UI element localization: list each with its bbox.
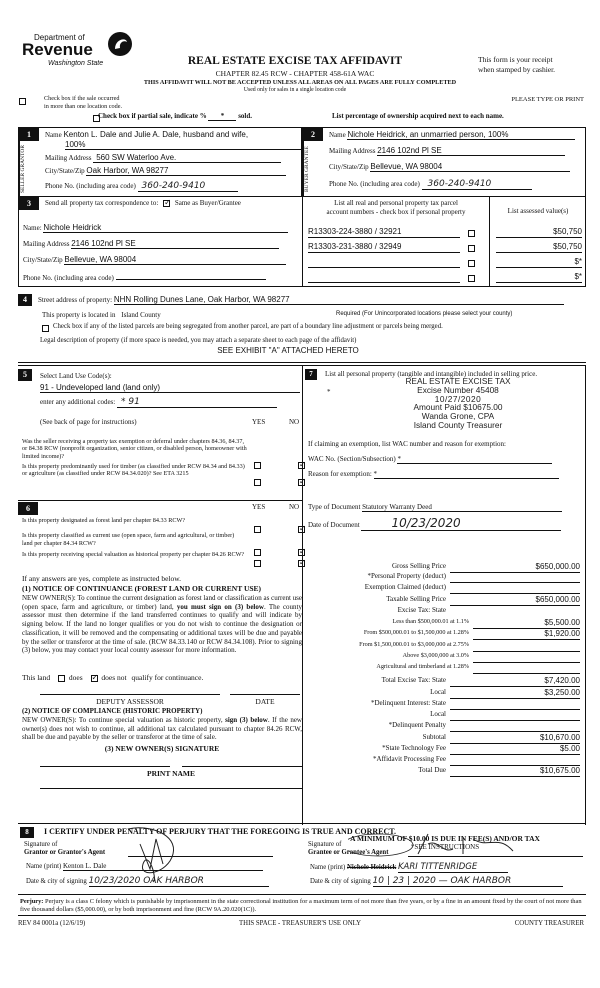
question-yes-checkbox[interactable] xyxy=(254,560,261,567)
parcel-row xyxy=(303,257,587,271)
corr-name-field[interactable]: Nichole Heidrick xyxy=(43,223,288,233)
print-name-line[interactable] xyxy=(40,788,302,789)
tax-row-label: *Delinquent Penalty xyxy=(388,721,446,729)
tax-row-label: Above $3,000,000 at 3.0% xyxy=(402,652,469,659)
this-land-label: This land xyxy=(22,673,51,682)
notice-1-title: (1) NOTICE OF CONTINUANCE (FOREST LAND OR CURRENT USE) xyxy=(22,584,262,593)
deputy-assessor-label: DEPUTY ASSESSOR xyxy=(96,697,164,706)
doc-date-field[interactable]: 10/23/2020 xyxy=(361,516,561,531)
buyer-mailing-field[interactable]: 2146 102nd Pl SE xyxy=(377,146,565,156)
parcel-row xyxy=(303,272,587,286)
tax-row-label: Gross Selling Price xyxy=(391,562,446,570)
does-qualify-checkbox[interactable] xyxy=(58,675,65,682)
tax-row-value[interactable]: $650,000.00 xyxy=(450,595,580,606)
land-use-question xyxy=(22,463,302,486)
buyer-phone-label: Phone No. (including area code) xyxy=(329,180,420,188)
section-5-number: 5 xyxy=(18,369,32,381)
notice-2-text-b: . If the new owner(s) does not wish to continue, all additional tax calculated pursuant to chapter 84.26 RCW, shall be due and payable by the seller or transferor at the time of sale. xyxy=(22,716,302,742)
tax-row-label: Total Due xyxy=(418,766,446,774)
stamp-treasurer-name: Wanda Grone, CPA xyxy=(421,411,495,422)
parcels-header-line-1: List all real and personal property tax parcel xyxy=(334,199,458,207)
forest-land-question xyxy=(22,551,302,567)
stamp-line-1: REAL ESTATE EXCISE TAX xyxy=(405,376,511,386)
assessed-value-header: List assessed value(s) xyxy=(507,207,569,215)
tax-row xyxy=(303,663,587,674)
same-as-buyer-checkbox[interactable] xyxy=(163,200,170,207)
section-7-number: 7 xyxy=(305,369,317,380)
buyer-name-field[interactable]: Nichole Heidrick, an unmarried person, 100% xyxy=(347,130,575,140)
corr-name-label: Name: xyxy=(23,224,42,232)
parcel-row xyxy=(303,242,587,256)
legal-description-field[interactable]: SEE EXHIBIT "A" ATTACHED HERETO xyxy=(217,346,359,355)
section-4-number: 4 xyxy=(18,294,32,306)
segregated-checkbox[interactable] xyxy=(42,325,49,332)
tax-row-value[interactable] xyxy=(450,572,580,583)
grantor-name-field[interactable]: Kenton L. Dale xyxy=(63,862,263,871)
tax-row xyxy=(303,629,587,640)
tax-row-label: Exemption Claimed (deduct) xyxy=(364,583,446,591)
reason-label: Reason for exemption: xyxy=(308,470,372,478)
street-address-label: Street address of property: xyxy=(38,296,113,304)
new-owner-signature-title: (3) NEW OWNER(S) SIGNATURE xyxy=(104,744,220,753)
tax-row-label: Less than $500,000.01 at 1.1% xyxy=(392,618,469,625)
corr-phone-field[interactable] xyxy=(116,271,266,280)
s6-no-header: NO xyxy=(289,503,300,511)
county-required-note: Required (For Unincorporated locations please select your county) xyxy=(336,311,513,317)
does-not-label: does not xyxy=(101,673,127,682)
assessed-value-field[interactable]: $* xyxy=(496,257,582,268)
seller-name-label: Name xyxy=(45,131,62,139)
buyer-grantee-label: BUYER GRANTEE xyxy=(303,141,323,197)
county-treasurer-label: COUNTY TREASURER xyxy=(514,920,584,927)
tax-row-label: From $1,500,000.01 to $3,000,000 at 2.75% xyxy=(359,641,469,648)
grantee-sig-label-2: Grantee or Grantee's Agent xyxy=(308,849,389,856)
personal-property-checkbox[interactable] xyxy=(468,260,475,267)
tax-row-label: Excise Tax: State xyxy=(397,606,446,614)
tax-row-label: *Delinquent Interest: State xyxy=(370,699,446,707)
tax-row xyxy=(303,652,587,663)
seller-mailing-field[interactable]: 560 SW Waterloo Ave. xyxy=(93,153,281,163)
tax-row-value[interactable] xyxy=(450,710,580,721)
acceptance-warning: THIS AFFIDAVIT WILL NOT BE ACCEPTED UNLESS ALL AREAS ON ALL PAGES ARE FULLY COMPLETED xyxy=(143,79,457,86)
logo-revenue: Revenue xyxy=(22,40,93,59)
parcel-account-field[interactable]: R13303-224-3880 / 32921 xyxy=(308,227,460,238)
partial-sale-suffix: sold. xyxy=(238,112,253,120)
grantor-signature-scribble xyxy=(118,824,198,884)
grantor-date-label: Date & city of signing xyxy=(26,878,87,885)
question-text: Is this property designated as forest land per chapter 84.33 RCW? xyxy=(22,517,186,524)
land-use-label: Select Land Use Code(s): xyxy=(40,372,112,380)
partial-sale-label: Check box if partial sale, indicate % xyxy=(98,112,207,120)
seller-phone-label: Phone No. (including area code) xyxy=(45,182,136,190)
corr-mailing-field[interactable]: 2146 102nd Pl SE xyxy=(71,239,279,249)
send-correspondence-label: Send all property tax correspondence to: xyxy=(45,199,159,207)
corr-mailing-label: Mailing Address xyxy=(23,240,70,248)
parcels-header-line-2: account numbers - check box if personal property xyxy=(326,208,466,216)
notice-2-bold: sign (3) below xyxy=(225,716,268,724)
perjury-label: Perjury: xyxy=(20,898,44,905)
tax-row-value[interactable]: $10,675.00 xyxy=(450,766,580,777)
personal-property-checkbox[interactable] xyxy=(468,275,475,282)
wac-field[interactable]: * xyxy=(397,455,552,464)
grantee-date-field[interactable]: 10 | 23 | 2020 — OAK HARBOR xyxy=(373,876,563,887)
tax-row-value[interactable]: $1,920.00 xyxy=(473,629,580,640)
additional-codes-field[interactable]: * 91 xyxy=(117,397,277,408)
deputy-assessor-signature-line[interactable] xyxy=(40,694,220,695)
question-text: Is this property predominantly used for timber (as classified under RCW 84.34 and 84.33) or agriculture (as classified under RCW 84.34.020)? See ETA 3215 xyxy=(22,463,245,478)
grantee-name-label: Name (print) xyxy=(310,864,346,871)
additional-codes-label: enter any additional codes: xyxy=(40,398,116,406)
tax-row-value[interactable]: $5.00 xyxy=(450,744,580,755)
tax-row-label: Agricultural and timberland at 1.28% xyxy=(376,663,469,670)
assessed-value-field[interactable]: $50,750 xyxy=(496,242,582,253)
new-owner-signature-line[interactable] xyxy=(40,766,170,767)
print-name-label: PRINT NAME xyxy=(147,769,195,778)
grantee-signature-scribble xyxy=(348,829,528,859)
tax-row xyxy=(303,744,587,755)
question-text: Is this property receiving special valuation as historical property per chapter 84.26 RCW? xyxy=(22,551,245,558)
tax-row-value[interactable]: $5,500.00 xyxy=(473,618,580,629)
tax-row-value[interactable]: $10,670.00 xyxy=(450,733,580,744)
treasurer-use-only: THIS SPACE - TREASURER'S USE ONLY xyxy=(239,920,361,927)
tax-row xyxy=(303,583,587,594)
tax-row-value[interactable] xyxy=(450,755,580,766)
question-yes-checkbox[interactable] xyxy=(254,479,261,486)
grantee-sig-label-1: Signature of xyxy=(308,841,342,848)
section-1-number: 1 xyxy=(19,128,39,141)
tax-row xyxy=(303,721,587,732)
personal-property-checkbox[interactable] xyxy=(468,245,475,252)
wac-label: WAC No. (Section/Subsection) xyxy=(308,455,396,463)
tax-row-value[interactable] xyxy=(473,641,580,652)
personal-property-field[interactable]: * xyxy=(327,388,331,396)
notice-1-text-a: NEW OWNER(S): To continue the current designation as forest land or classification as current use (open space, farm and agriculture, or timber) land, xyxy=(22,594,302,611)
notice-2-text-a: NEW OWNER(S): To continue special valuation as historic property, xyxy=(22,716,226,724)
multi-location-checkbox[interactable] xyxy=(19,98,26,105)
section-1-seller xyxy=(18,127,302,197)
tax-row xyxy=(303,618,587,629)
seller-grantor-label: SELLER GRANTOR xyxy=(19,141,39,197)
form-chapter: CHAPTER 82.45 RCW - CHAPTER 458-61A WAC xyxy=(215,69,375,78)
section-2-number: 2 xyxy=(303,128,323,141)
receipt-note xyxy=(478,55,555,75)
seller-name-field[interactable]: Kenton L. Dale and Julie A. Dale, husband and wife, xyxy=(63,130,249,139)
please-type: PLEASE TYPE OR PRINT xyxy=(511,96,584,103)
grantee-name-field[interactable]: KARI TITTENRIDGE xyxy=(398,862,508,873)
partial-sale-input[interactable]: * xyxy=(208,112,236,121)
tax-row-value[interactable] xyxy=(450,583,580,594)
corr-city-field[interactable]: Bellevue, WA 98004 xyxy=(64,255,286,265)
exemption-label: If claiming an exemption, list WAC number and reason for exemption: xyxy=(308,440,506,448)
stamp-county: Island County Treasurer xyxy=(413,419,503,430)
tax-row-label: Taxable Selling Price xyxy=(386,595,446,603)
seller-city-field[interactable]: Oak Harbor, WA 98277 xyxy=(86,166,286,176)
partial-sale-row xyxy=(98,112,252,121)
section-2-buyer xyxy=(302,127,586,197)
minimum-due-note: A MINIMUM OF $10.00 IS DUE IN FEE(S) AND/OR TAX xyxy=(350,834,540,843)
notice-2-title: (2) NOTICE OF COMPLIANCE (HISTORIC PROPERTY) xyxy=(22,707,203,715)
single-location-note: Used only for sales in a single location code xyxy=(243,87,347,93)
grantor-name-label: Name (print) xyxy=(26,863,62,870)
same-as-buyer-label: Same as Buyer/Grantee xyxy=(174,199,241,207)
tax-row-value[interactable] xyxy=(473,663,580,674)
assessed-value-field[interactable]: $50,750 xyxy=(496,227,582,238)
receipt-line-2: when stamped by cashier. xyxy=(478,65,556,74)
dor-swirl-icon xyxy=(106,30,134,58)
notice-1-text-b: . The county assessor must then determine if the land transferred continues to qualify and will indicate by signing below. If the land no longer qualifies or you do not wish to continue the designation or classification, it will be removed and the compensating or additional taxes will be due and payable by the seller or transferor at the time of sale. (RCW 84.33.140 or RCW 84.34.108). Prior to signing (3) below, you may contact your local county assessor for more information. xyxy=(22,602,302,655)
section-8-number: 8 xyxy=(20,827,34,838)
dor-logo xyxy=(18,30,133,70)
grantor-date-field[interactable]: 10/23/2020 OAK HARBOR xyxy=(89,876,269,887)
seller-mailing-label: Mailing Address xyxy=(45,154,92,162)
notice-2-text xyxy=(22,716,302,742)
tax-row-value[interactable] xyxy=(450,699,580,710)
perjury-notice xyxy=(18,898,586,916)
doc-date-label: Date of Document xyxy=(308,521,360,529)
tax-row-value[interactable]: $650,000.00 xyxy=(450,562,580,573)
new-owner-signature-line-2[interactable] xyxy=(182,766,302,767)
question-text: Is this property classified as current use (open space, farm and agricultural, or timber) land per chapter 84.34 RCW? xyxy=(22,532,235,547)
yes-header: YES xyxy=(252,418,266,426)
does-label: does xyxy=(68,673,83,682)
section-5-land-use xyxy=(18,365,302,500)
seller-phone-field[interactable]: 360-240-9410 xyxy=(138,181,238,192)
buyer-city-label: City/State/Zip xyxy=(329,163,369,171)
segregated-label: Check box if any of the listed parcels are being segregated from another parcel, are part of a boundary line adjustment or parcels being merged. xyxy=(53,323,443,330)
land-use-select[interactable]: 91 - Undeveloped land (land only) xyxy=(40,383,300,393)
does-not-qualify-checkbox[interactable] xyxy=(91,675,98,682)
tax-row xyxy=(303,688,587,699)
ownership-note: List percentage of ownership acquired next to each name. xyxy=(332,112,504,120)
date-label: DATE xyxy=(255,697,275,706)
parcels-header xyxy=(303,199,489,217)
tax-row xyxy=(303,572,587,583)
seller-city-label: City/State/Zip xyxy=(45,167,85,175)
notice-1-text xyxy=(22,594,302,655)
parcels-table xyxy=(302,197,586,287)
section-3-tax-correspondence xyxy=(18,197,302,287)
corr-phone-label: Phone No. (including area code) xyxy=(23,274,114,282)
tax-row xyxy=(303,595,587,606)
no-header: NO xyxy=(289,418,300,426)
tax-row-label: *Personal Property (deduct) xyxy=(367,572,446,580)
tax-row-label: *State Technology Fee xyxy=(382,744,446,752)
tax-row xyxy=(303,641,587,652)
s6-yes-header: YES xyxy=(252,503,266,511)
tax-row-value[interactable]: $7,420.00 xyxy=(450,676,580,687)
legal-description-label: Legal description of property (if more space is needed, you may attach a separate sheet to each page of the affidavit) xyxy=(40,337,357,344)
tax-row-label: Local xyxy=(430,688,446,696)
buyer-mailing-label: Mailing Address xyxy=(329,147,376,155)
seller-name-line2[interactable]: 100% xyxy=(65,140,301,150)
instructions-note: (See back of page for instructions) xyxy=(40,418,137,426)
located-in-label: This property is located in xyxy=(42,311,116,319)
tax-row xyxy=(303,710,587,721)
multi-location-line-2: in more than one location code. xyxy=(44,103,123,110)
form-title: REAL ESTATE EXCISE TAX AFFIDAVIT xyxy=(187,55,403,67)
tax-row-label: Total Excise Tax: State xyxy=(381,676,446,684)
form-number: REV 84 0001a (12/6/19) xyxy=(18,920,86,927)
qualify-label: qualify for continuance. xyxy=(131,673,204,682)
tax-row xyxy=(303,755,587,766)
stamp-amount: Amount Paid $10675.00 xyxy=(413,402,503,413)
tax-row xyxy=(303,699,587,710)
county-select[interactable]: Island County xyxy=(121,311,161,319)
question-text: Was the seller receiving a property tax exemption or deferral under chapters 84.36, 84.37, or 84.38 RCW (nonprofit organization, senior citizen, or disabled person, homeowner with limited income)? xyxy=(22,438,247,460)
section-6-number: 6 xyxy=(18,502,38,515)
tax-row-label: Subtotal xyxy=(422,733,446,741)
tax-row-value[interactable] xyxy=(473,652,580,663)
section-8-certification xyxy=(18,823,586,895)
tax-row xyxy=(303,733,587,744)
parcel-row xyxy=(303,227,587,241)
parcel-account-field[interactable] xyxy=(308,257,460,268)
street-address-field[interactable]: NHN Rolling Dunes Lane, Oak Harbor, WA 98277 xyxy=(114,295,564,305)
tax-row xyxy=(303,676,587,687)
receipt-line-1: This form is your receipt xyxy=(478,55,553,64)
multi-location-label xyxy=(44,95,122,111)
doc-type-field[interactable]: Statutory Warranty Deed xyxy=(362,503,562,512)
buyer-name-label: Name xyxy=(329,131,346,139)
if-yes-note: If any answers are yes, complete as instructed below. xyxy=(22,574,182,583)
reason-field[interactable]: * xyxy=(374,470,559,479)
notice-1-bold: you must sign on (3) below xyxy=(176,602,264,611)
assessed-value-field[interactable]: $* xyxy=(496,272,582,283)
tax-row-label: *Affidavit Processing Fee xyxy=(373,755,446,763)
logo-state: Washington State xyxy=(48,60,104,67)
buyer-city-field[interactable]: Bellevue, WA 98004 xyxy=(370,162,570,172)
grantee-date-label: Date & city of signing xyxy=(310,878,371,885)
section-3-number: 3 xyxy=(19,197,39,210)
grantor-sig-label-1: Signature of xyxy=(24,841,58,848)
grantee-name-struck: Nichole Heidrick xyxy=(347,864,397,871)
multi-location-line-1: Check box if the sale occurred xyxy=(44,95,120,102)
corr-city-label: City/State/Zip xyxy=(23,256,63,264)
stamp-date: 10/27/2020 xyxy=(434,393,482,404)
personal-property-label: List all personal property (tangible and intangible) included in selling price. xyxy=(325,370,538,378)
tax-row xyxy=(303,766,587,777)
personal-property-checkbox[interactable] xyxy=(468,230,475,237)
see-instructions-note: *SEE INSTRUCTIONS xyxy=(410,843,480,851)
perjury-text: Perjury is a class C felony which is punishable by imprisonment in the state correctional institution for a maximum term of not more than five years, or by a fine in an amount fixed by the court of not more than five thousand dollars ($5,000.00), or by both imprisonment and fine (RCW 9A.20.020(1C)). xyxy=(20,898,582,913)
tax-row-value[interactable] xyxy=(450,721,580,732)
certify-statement: I CERTIFY UNDER PENALTY OF PERJURY THAT THE FOREGOING IS TRUE AND CORRECT. xyxy=(44,827,397,836)
parcel-account-field[interactable]: R13303-231-3880 / 32949 xyxy=(308,242,460,253)
treasurer-stamp xyxy=(363,377,553,430)
tax-row xyxy=(303,606,587,617)
buyer-phone-field[interactable]: 360-240-9410 xyxy=(422,179,532,190)
section-4-property xyxy=(18,293,586,363)
parcel-account-field[interactable] xyxy=(308,272,460,283)
assessor-date-line[interactable] xyxy=(230,694,300,695)
forest-land-question xyxy=(22,517,302,533)
logo-dept: Department of xyxy=(34,33,85,42)
doc-type-label: Type of Document xyxy=(308,503,361,511)
section-6-forest-land xyxy=(18,500,302,825)
stamp-excise-number: Excise Number 45408 xyxy=(417,384,499,395)
tax-row-label: Local xyxy=(430,710,446,718)
tax-row-label: From $500,000.01 to $1,500,000 at 1.28% xyxy=(363,629,469,636)
tax-row-value[interactable]: $3,250.00 xyxy=(450,688,580,699)
grantor-sig-label-2: Grantor or Grantor's Agent xyxy=(24,849,106,856)
